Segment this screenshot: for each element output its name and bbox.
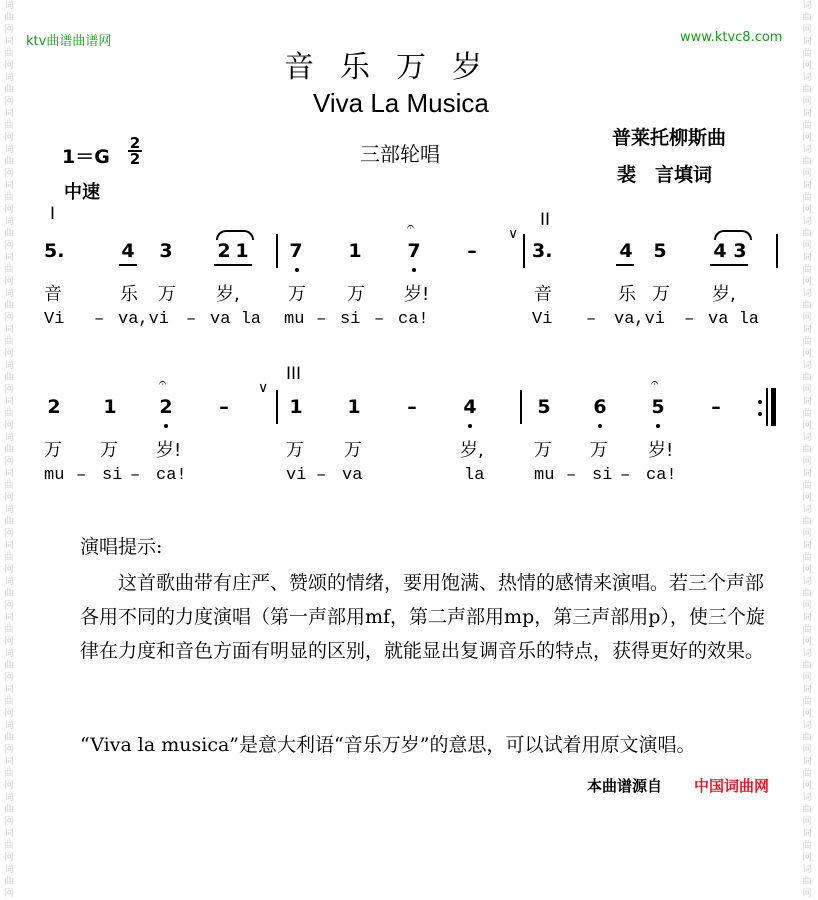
fermata-icon: 𝄐 <box>651 376 659 391</box>
lyric: ca! <box>646 466 677 485</box>
part-marker-2: II <box>540 210 551 230</box>
note-underline <box>214 264 252 266</box>
lyric: 万 <box>158 284 176 305</box>
repeat-dot <box>758 400 762 404</box>
barline <box>523 234 525 268</box>
lyric: si <box>592 466 613 485</box>
lyric: la <box>464 466 485 485</box>
site-label-left[interactable]: ktv曲谱曲谱网 <box>26 34 112 49</box>
note: 2 <box>217 240 231 262</box>
note-underline <box>119 264 137 266</box>
song-subtitle: Viva La Musica <box>313 88 489 118</box>
note: 5 <box>537 396 551 418</box>
lyric: – <box>316 310 327 329</box>
lyricist-credit: 裴 言填词 <box>617 164 713 186</box>
lyric: vi <box>286 466 307 485</box>
lyric: va,vi <box>118 310 170 329</box>
note: 4 <box>463 396 477 418</box>
lyric: mu <box>44 466 65 485</box>
tips-heading: 演唱提示: <box>80 536 163 558</box>
part-marker-1: I <box>50 204 56 224</box>
lyric: 万 <box>344 440 362 461</box>
note: 3 <box>733 240 747 262</box>
lyric: 万 <box>286 440 304 461</box>
site-label-right[interactable]: www.ktvc8.com <box>680 30 783 45</box>
lyric: – <box>94 310 105 329</box>
lyric: – <box>374 310 385 329</box>
octave-dot <box>656 424 660 428</box>
note: – <box>711 396 721 418</box>
lyric: – <box>586 310 597 329</box>
lyric: 岁, <box>712 284 736 305</box>
lyric: 岁! <box>648 440 674 461</box>
lyric: ca! <box>398 310 429 329</box>
lyric: – <box>76 466 87 485</box>
note-underline <box>710 264 748 266</box>
barline <box>766 388 768 426</box>
song-title: 音乐万岁 <box>284 50 508 85</box>
lyric: 乐 <box>120 284 138 305</box>
note-underline <box>616 264 634 266</box>
source-label: 本曲谱源自 <box>587 777 663 795</box>
lyric: 万 <box>347 284 365 305</box>
lyric: – <box>316 466 327 485</box>
lyric: va la <box>708 310 760 329</box>
lyric: va,vi <box>614 310 666 329</box>
lyric: 岁! <box>404 284 430 305</box>
note: 5 <box>653 240 667 262</box>
lyric: 万 <box>534 440 552 461</box>
barline <box>276 234 278 268</box>
lyric: va la <box>210 310 262 329</box>
lyric: 岁! <box>156 440 182 461</box>
lyric: – <box>186 310 197 329</box>
slur <box>714 230 752 240</box>
lyric: 万 <box>44 440 62 461</box>
repeat-dot <box>758 412 762 416</box>
note: 2 <box>159 396 173 418</box>
note: 6 <box>593 396 607 418</box>
note: 2 <box>47 396 61 418</box>
octave-dot <box>295 268 299 272</box>
lyric: si <box>102 466 123 485</box>
lyric: – <box>684 310 695 329</box>
note: 3. <box>532 240 553 262</box>
final-barline <box>771 388 776 426</box>
note: 7 <box>289 240 303 262</box>
side-watermark-left: 词 曲 网 词 曲 网 词 曲 网 词 曲 网 词 曲 网 词 曲 网 词 曲 网 词 曲 网 词 曲 网 词 曲 网 词 曲 网 词 曲 网 词 曲 网 词 曲 网 词 曲 网 词 曲 网 词 曲 网 词 曲 网 词 曲 网 词 曲 网 词 曲 网 词 曲 网 词 曲 网 词 曲 网 词 曲 网 <box>4 1 14 899</box>
note: 4 <box>713 240 727 262</box>
lyric: – <box>620 466 631 485</box>
form-label: 三部轮唱 <box>360 142 440 166</box>
barline <box>276 390 278 424</box>
lyric: ca! <box>156 466 187 485</box>
note: 1 <box>347 396 361 418</box>
note: 4 <box>619 240 633 262</box>
tips-paragraph-1: 这首歌曲带有庄严、赞颂的情绪，要用饱满、热情的感情来演唱。若三个声部各用不同的力度演唱（第一声部用mf，第二声部用mp，第三声部用p），使三个旋律在力度和音色方面有明显的区别，就能显出复调音乐的特点，获得更好的效果。 <box>80 572 765 662</box>
key-signature: 1＝G <box>62 146 110 168</box>
fermata-icon: 𝄐 <box>159 376 167 391</box>
note: – <box>219 396 229 418</box>
lyric: 万 <box>100 440 118 461</box>
note: 5. <box>44 240 65 262</box>
part-marker-3: III <box>286 364 302 384</box>
note: 1 <box>103 396 117 418</box>
lyric: 岁, <box>460 440 484 461</box>
note: 7 <box>407 240 421 262</box>
lyric: – <box>566 466 577 485</box>
lyric: va <box>342 466 363 485</box>
breath-mark: ∨ <box>508 226 519 242</box>
note: 5 <box>651 396 665 418</box>
octave-dot <box>164 424 168 428</box>
lyric: 音 <box>534 284 552 305</box>
composer-credit: 普莱托柳斯曲 <box>612 127 727 149</box>
lyric: 万 <box>590 440 608 461</box>
tips-paragraph-2: “Viva la musica”是意大利语“音乐万岁”的意思，可以试着用原文演唱。 <box>80 734 696 756</box>
lyric: 万 <box>652 284 670 305</box>
slur <box>216 230 254 240</box>
octave-dot <box>468 424 472 428</box>
lyric: mu <box>534 466 555 485</box>
note: 1 <box>348 240 362 262</box>
barline <box>520 390 522 424</box>
breath-mark: ∨ <box>258 380 269 396</box>
lyric: Vi <box>44 310 65 329</box>
lyric: – <box>130 466 141 485</box>
octave-dot <box>412 268 416 272</box>
note: 1 <box>289 396 303 418</box>
octave-dot <box>598 424 602 428</box>
lyric: 音 <box>44 284 62 305</box>
side-watermark-right: 词 曲 网 词 曲 网 词 曲 网 词 曲 网 词 曲 网 词 曲 网 词 曲 网 词 曲 网 词 曲 网 词 曲 网 词 曲 网 词 曲 网 词 曲 网 词 曲 网 词 曲 网 词 曲 网 词 曲 网 词 曲 网 词 曲 网 词 曲 网 词 曲 网 词 曲 网 词 曲 网 词 曲 网 词 曲 网 <box>802 1 812 899</box>
lyric: 岁, <box>216 284 240 305</box>
note: 4 <box>121 240 135 262</box>
tempo-marking: 中速 <box>64 182 100 203</box>
fermata-icon: 𝄐 <box>407 220 415 235</box>
lyric: si <box>340 310 361 329</box>
lyric: 乐 <box>618 284 636 305</box>
note: – <box>467 240 477 262</box>
note: 3 <box>159 240 173 262</box>
lyric: Vi <box>532 310 553 329</box>
note: 1 <box>235 240 249 262</box>
lyric: mu <box>284 310 305 329</box>
note: – <box>407 396 417 418</box>
source-site-link[interactable]: 中国词曲网 <box>694 777 770 795</box>
barline <box>776 234 778 268</box>
time-signature: 2 2 <box>129 134 141 168</box>
lyric: 万 <box>288 284 306 305</box>
